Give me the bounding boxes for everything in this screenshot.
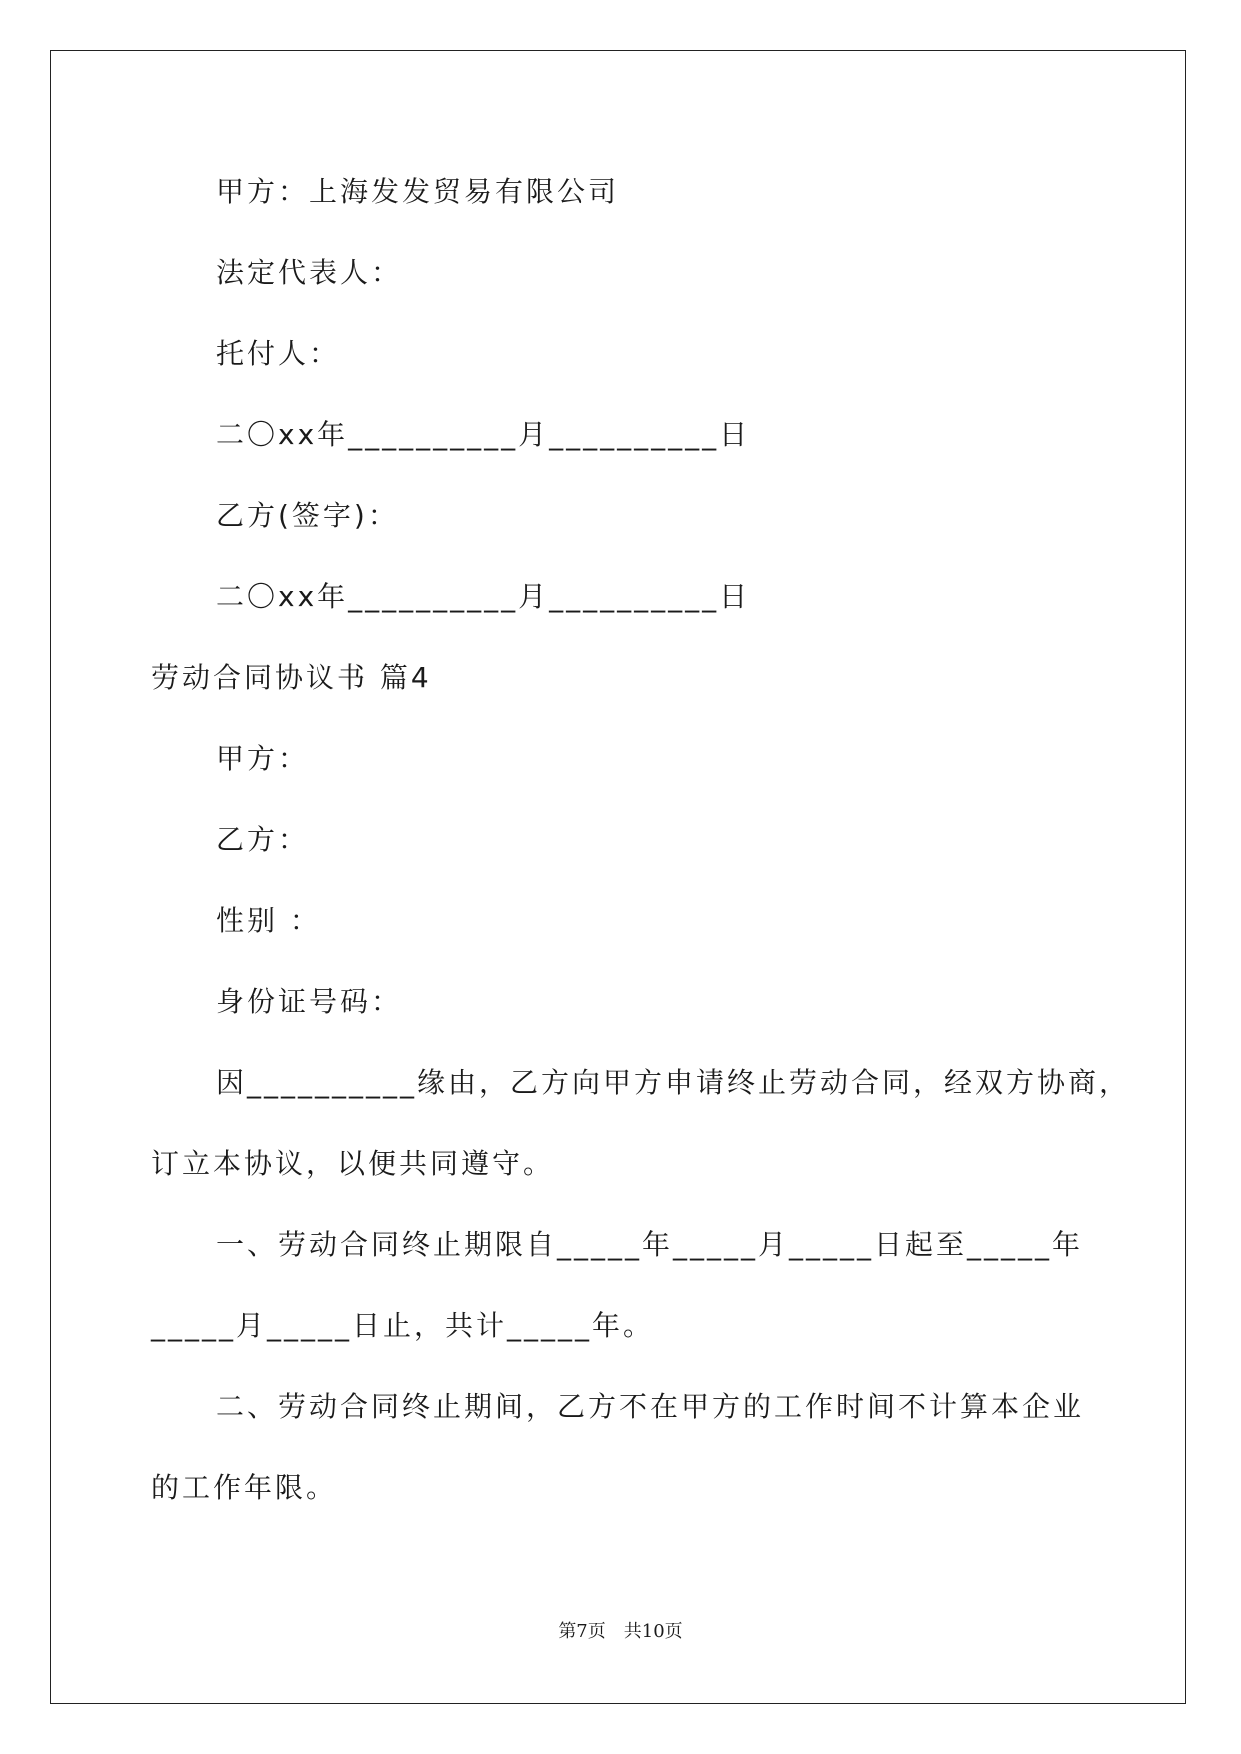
gender-label: 性别 ：	[216, 904, 321, 937]
id-number-label: 身份证号码：	[216, 985, 403, 1018]
clause-2-line-1: 二、劳动合同终止期间，乙方不在甲方的工作时间不计算本企业	[216, 1390, 1085, 1423]
intro-paragraph-line-2: 订立本协议，以便共同遵守。	[151, 1147, 555, 1180]
party-b-label: 乙方：	[216, 823, 310, 856]
clause-2-line-2: 的工作年限。	[151, 1471, 338, 1504]
clause-1-line-1: 一、劳动合同终止期限自_____年_____月_____日起至_____年	[216, 1228, 1084, 1261]
party-a-label: 甲方：	[216, 742, 310, 775]
section-heading: 劳动合同协议书 篇4	[151, 661, 432, 694]
party-a-company: 甲方：上海发发贸易有限公司	[216, 175, 620, 208]
party-b-date-line: 二〇xx年__________月__________日	[216, 580, 751, 613]
party-b-signature-label: 乙方(签字)：	[216, 499, 399, 532]
intro-paragraph-line-1: 因__________缘由，乙方向甲方申请终止劳动合同，经双方协商，	[216, 1066, 1131, 1099]
legal-representative-label: 法定代表人：	[216, 256, 403, 289]
page-border	[50, 50, 1186, 1704]
page-number-footer: 第7页 共10页	[558, 1621, 683, 1642]
entrusted-person-label: 托付人：	[216, 337, 341, 370]
party-a-date-line: 二〇xx年__________月__________日	[216, 418, 751, 451]
clause-1-line-2: _____月_____日止，共计_____年。	[151, 1309, 655, 1342]
